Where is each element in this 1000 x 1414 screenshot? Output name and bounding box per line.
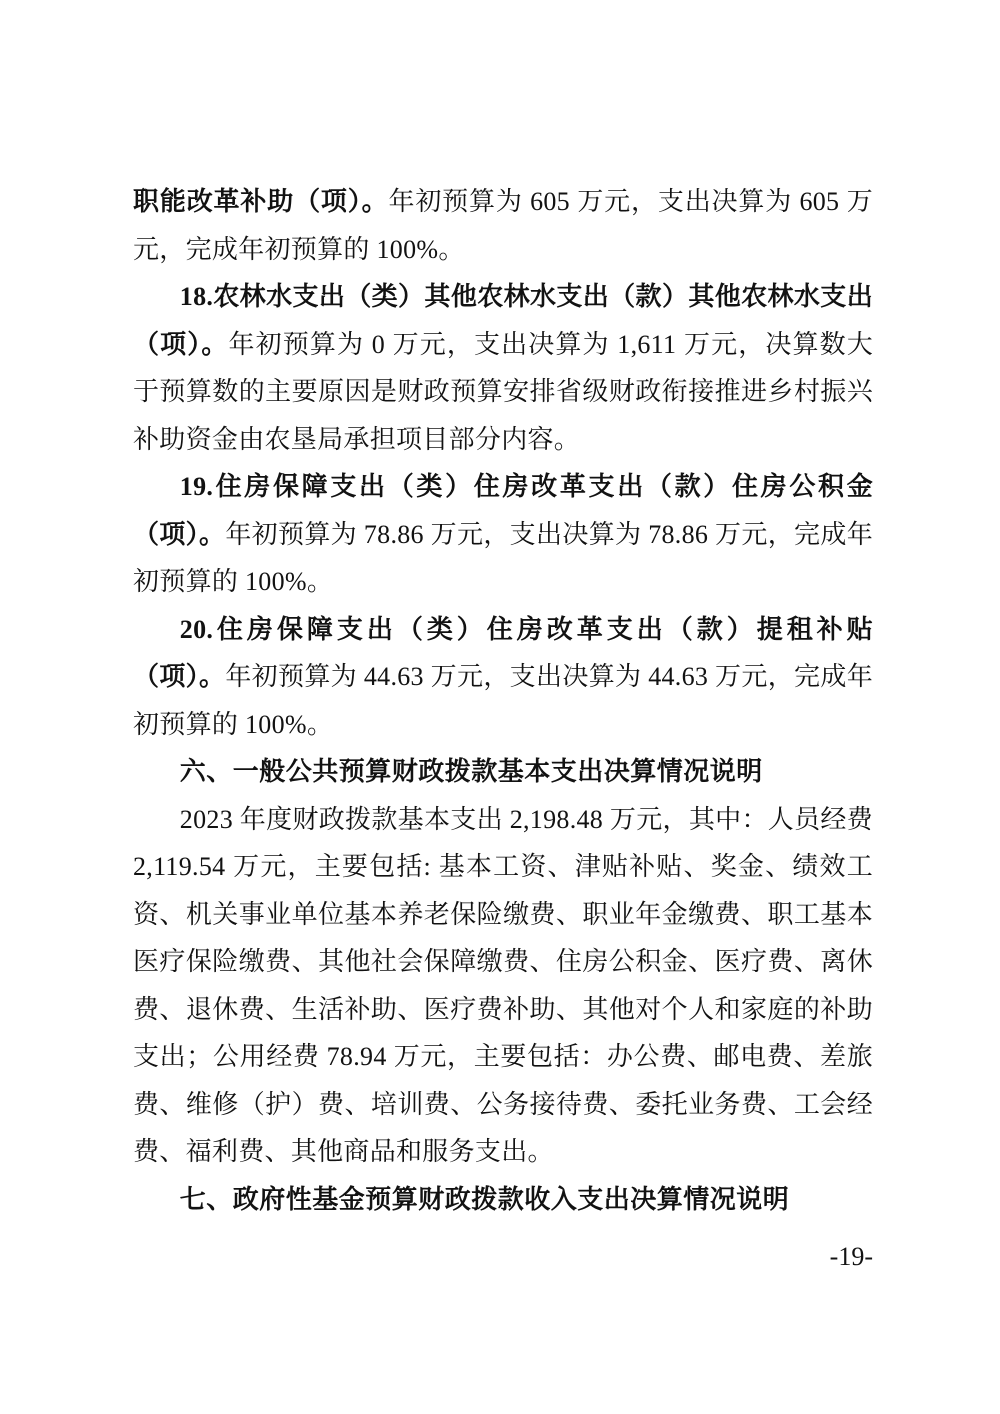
paragraph-item-18 (133, 273, 873, 463)
expense-item-detail: 年初预算为 44.63 万元，支出决算为 44.63 万元，完成年初预算的 100%。 (133, 662, 873, 739)
expense-item-detail: 年初预算为 605 万元，支出决算为 605 万元，完成年初预算的 100%。 (133, 187, 873, 264)
section-heading-seven: 七、政府性基金预算财政拨款收入支出决算情况说明 (179, 1183, 790, 1214)
expense-summary-detail: 2023 年度财政拨款基本支出 2,198.48 万元，其中：人员经费 2,119.54 万元，主要包括: 基本工资、津贴补贴、奖金、绩效工资、机关事业单位基本养老保险缴费、职业年金缴费、职工基本医疗保险缴费、其他社会保障缴费、住房公积金、医疗费、离休费、退休费、生活补助、医疗费补助、其他对个人和家庭的补助支出；公用经费 78.94 万元，主要包括：办公费、邮电费、差旅费、维修（护）费、培训费、公务接待费、委托业务费、工会经费、福利费、其他商品和服务支出。 (133, 804, 873, 1166)
paragraph-item-19 (133, 463, 873, 606)
expense-item-title: 职能改革补助（项）。 (133, 187, 389, 216)
expense-item-detail: 年初预算为 78.86 万元，支出决算为 78.86 万元，完成年初预算的 100%。 (133, 519, 873, 596)
section-heading-six: 六、一般公共预算财政拨款基本支出决算情况说明 (179, 756, 763, 786)
paragraph-item-20 (133, 606, 873, 749)
paragraph-basic-expenditure (133, 796, 873, 1176)
expense-item-title: 18.农林水支出（类）其他农林水支出（款）其他农林水支出（项）。 (133, 282, 873, 359)
document-body (133, 178, 873, 1223)
expense-item-detail: 年初预算为 0 万元，支出决算为 1,611 万元，决算数大于预算数的主要原因是财政预算安排省级财政衔接推进乡村振兴补助资金由农垦局承担项目部分内容。 (133, 329, 873, 454)
expense-item-title: 19.住房保障支出（类）住房改革支出（款）住房公积金（项）。 (133, 472, 873, 549)
page-number: -19- (829, 1242, 873, 1271)
paragraph-continuation (133, 178, 873, 273)
expense-item-title: 20.住房保障支出（类）住房改革支出（款）提租补贴（项）。 (133, 614, 873, 691)
